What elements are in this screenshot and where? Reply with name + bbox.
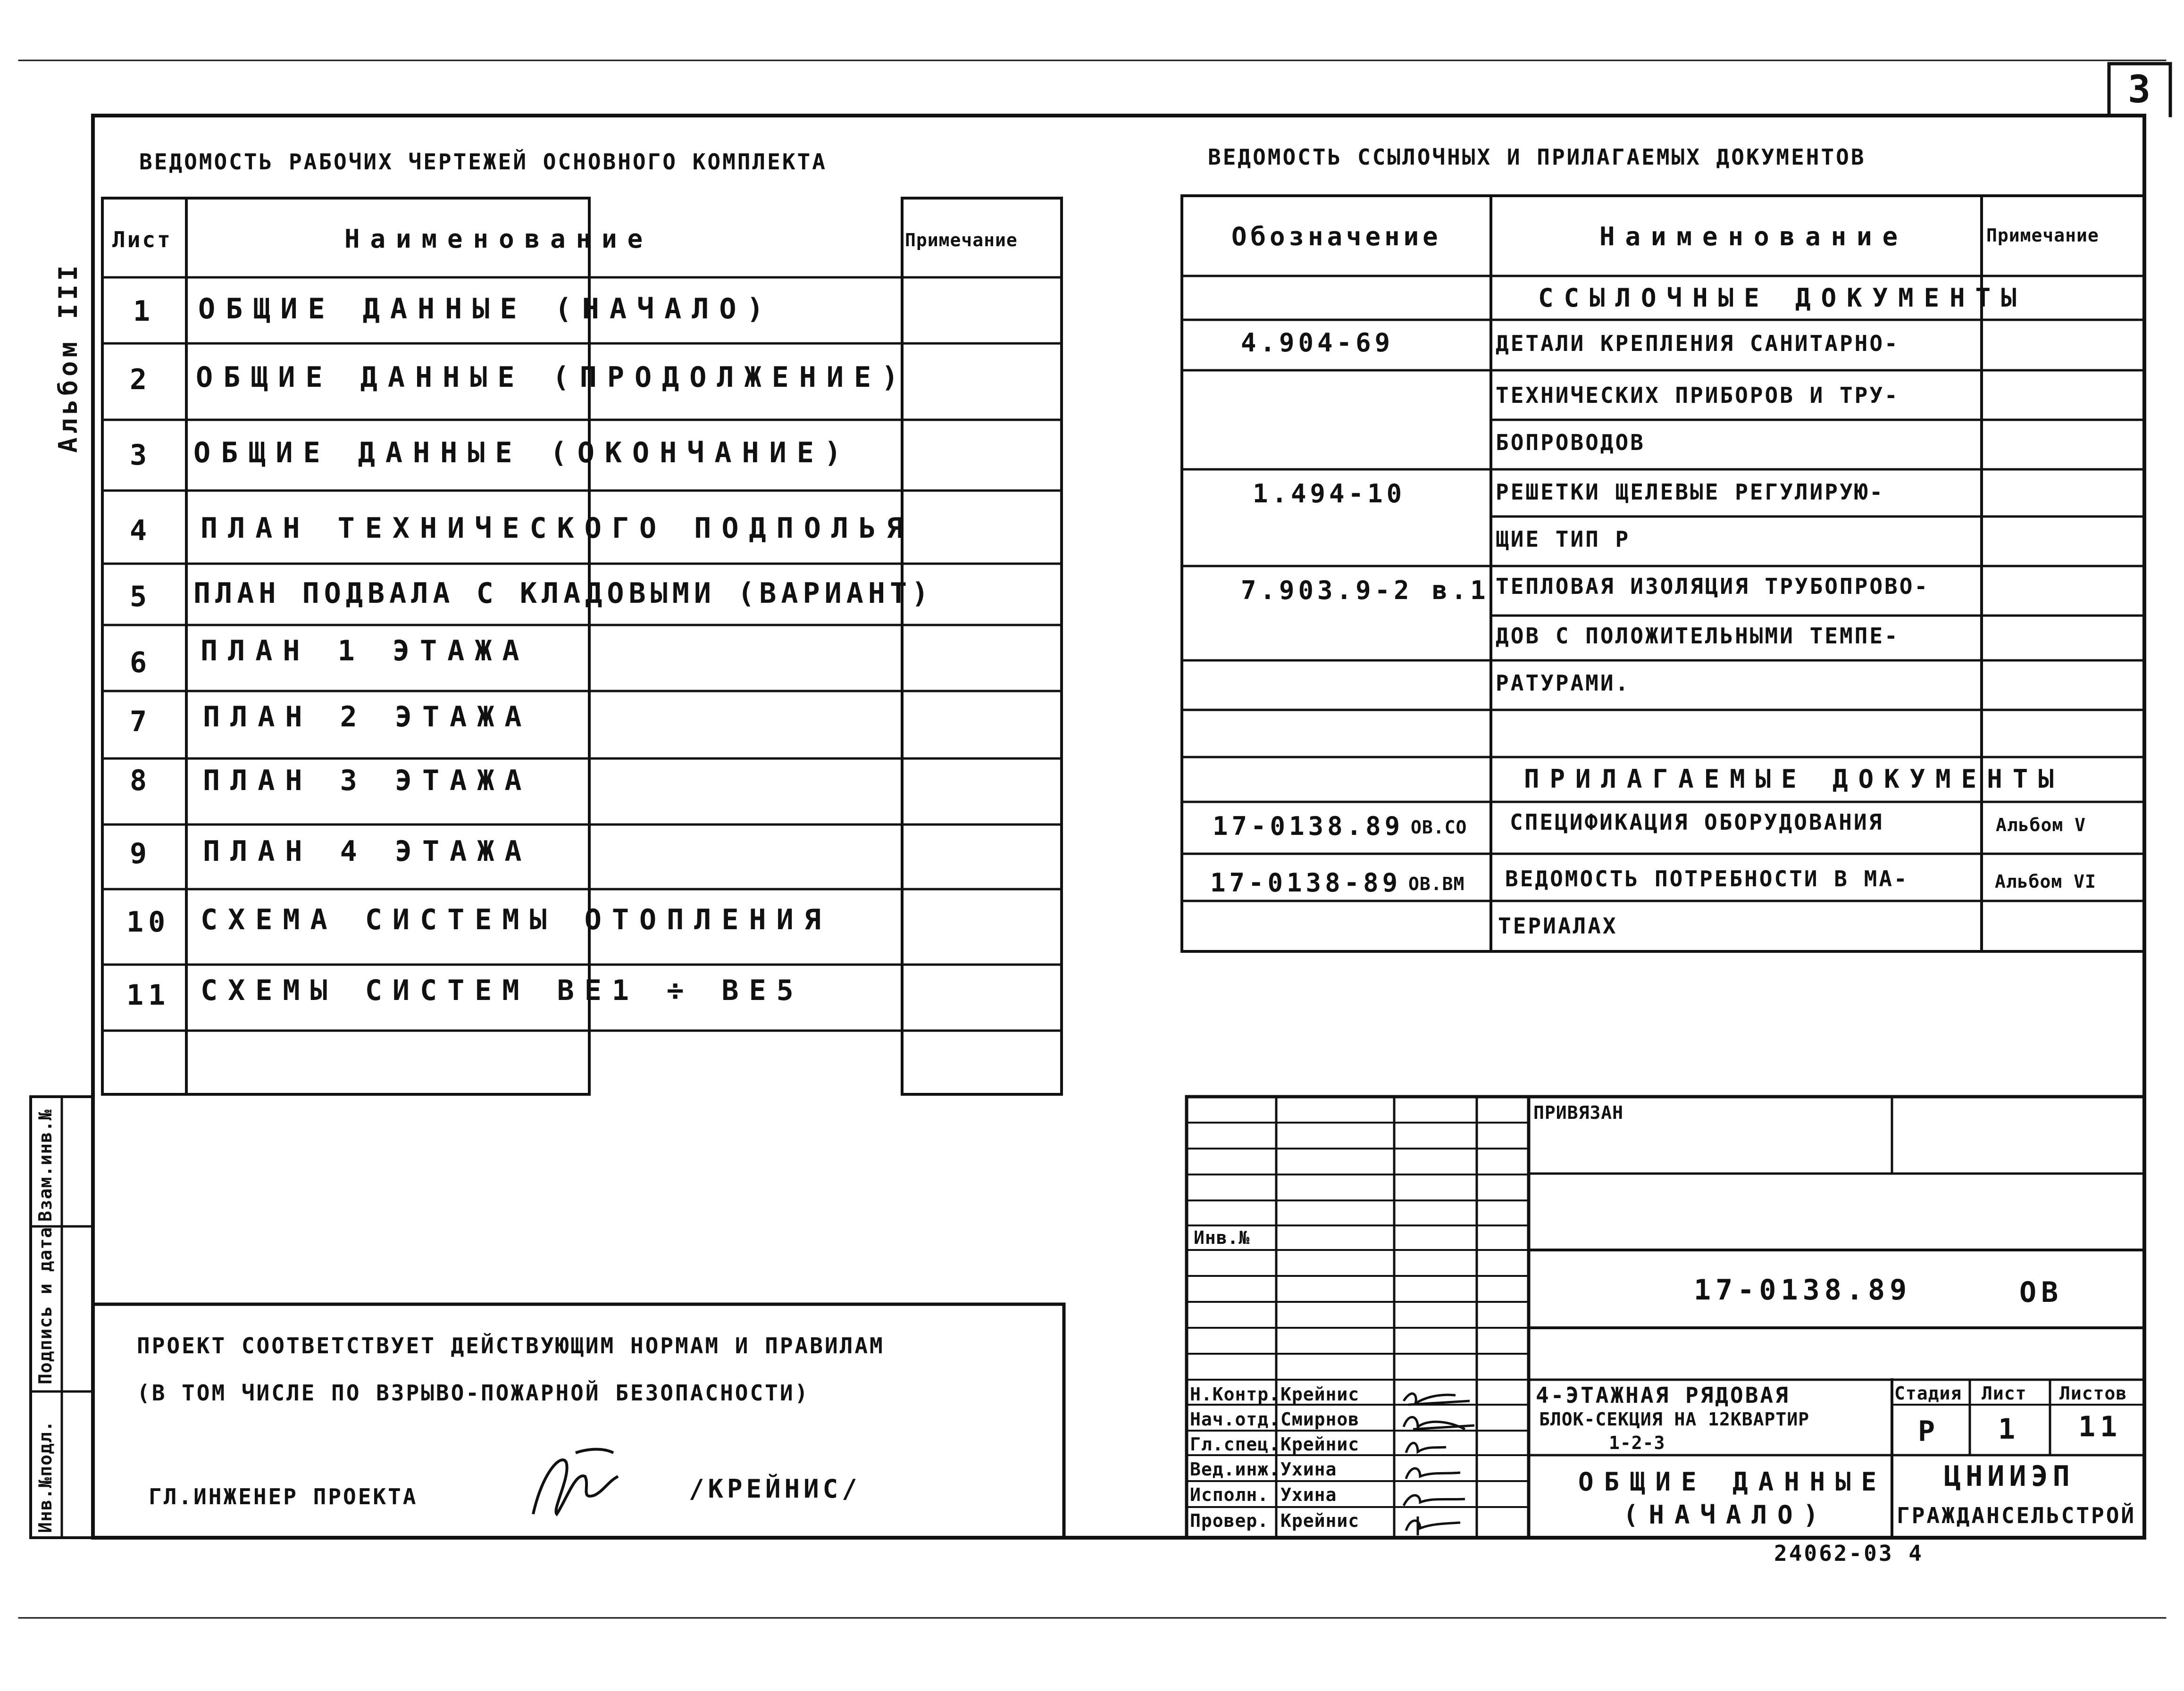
organization-line-1: ЦНИИЭП (1944, 1460, 2075, 1493)
table-row-sheet: 3 (130, 439, 152, 472)
role-label: Вед.инж. (1190, 1459, 1280, 1480)
drawings-header-note: Примечание (905, 230, 1018, 250)
doc-name-line: РАТУРАМИ. (1496, 670, 1631, 696)
table-row-sheet: 11 (126, 979, 170, 1012)
stage-value: Р (1918, 1415, 1940, 1448)
chief-engineer-name: /КРЕЙНИС/ (689, 1474, 861, 1504)
table-row-sheet: 8 (130, 764, 152, 797)
doc-name-line: БОПРОВОДОВ (1496, 430, 1645, 455)
role-name: Крейнис (1280, 1510, 1360, 1531)
drawings-header-sheet: Лист (112, 227, 172, 252)
compliance-line-2: (В ТОМ ЧИСЛЕ ПО ВЗРЫВО-ПОЖАРНОЙ БЕЗОПАСНОСТИ) (137, 1380, 810, 1406)
table-row-name: ПЛАН 1 ЭТАЖА (201, 634, 530, 667)
table-row-name: ОБЩИЕ ДАННЫЕ (ОКОНЧАНИЕ) (193, 436, 852, 469)
doc-code: 4.904-69 (1241, 328, 1394, 358)
table-row-name: СХЕМЫ СИСТЕМ ВЕ1 ÷ ВЕ5 (201, 974, 804, 1007)
sheets-value: 11 (2078, 1410, 2122, 1443)
table-row-name: СХЕМА СИСТЕМЫ ОТОПЛЕНИЯ (201, 903, 831, 936)
document-code: 17-0138.89 (1694, 1274, 1912, 1307)
sheet-value: 1 (1998, 1413, 2020, 1446)
table-row-sheet: 2 (130, 363, 152, 396)
role-label: Исполн. (1190, 1484, 1269, 1505)
page-number: 3 (2128, 67, 2155, 111)
doc-name-line: ВЕДОМОСТЬ ПОТРЕБНОСТИ В МА- (1505, 866, 1909, 891)
doc-note: Альбом VI (1995, 871, 2096, 892)
stamp-original-inv: Инв.№подл. (35, 1420, 56, 1533)
drawings-list-title: ВЕДОМОСТЬ РАБОЧИХ ЧЕРТЕЖЕЙ ОСНОВНОГО КОМПЛЕКТА (139, 149, 827, 175)
stamp-replacing-inv: Взам.инв.№ (35, 1109, 56, 1222)
doc-name-line: ДОВ С ПОЛОЖИТЕЛЬНЫМИ ТЕМПЕ- (1496, 623, 1899, 649)
doc-code: 17-0138.89 (1213, 811, 1404, 841)
doc-name-line: СПЕЦИФИКАЦИЯ ОБОРУДОВАНИЯ (1510, 809, 1884, 835)
table-row-name: ПЛАН ПОДВАЛА С КЛАДОВЫМИ (ВАРИАНТ) (193, 577, 934, 610)
doc-note: Альбом V (1996, 815, 2086, 835)
role-signatures-icon (1399, 1382, 1479, 1535)
doc-name-line: ТЕХНИЧЕСКИХ ПРИБОРОВ И ТРУ- (1496, 383, 1899, 408)
table-row-sheet: 1 (133, 295, 155, 328)
document-mark: ОВ (2019, 1276, 2063, 1309)
doc-name-line: ДЕТАЛИ КРЕПЛЕНИЯ САНИТАРНО- (1496, 331, 1899, 356)
docs-header-note: Примечание (1986, 225, 2099, 246)
doc-code: 7.903.9-2 в.1 (1241, 575, 1489, 605)
doc-name-line: РЕШЕТКИ ЩЕЛЕВЫЕ РЕГУЛИРУЮ- (1496, 479, 1885, 505)
drawings-header-name: Наименование (344, 224, 653, 254)
album-label: Альбом III (53, 261, 83, 453)
organization-line-2: ГРАЖДАНСЕЛЬСТРОЙ (1897, 1503, 2136, 1528)
role-label: Провер. (1190, 1510, 1269, 1531)
table-row-sheet: 6 (130, 646, 152, 679)
docs-header-name: Наименование (1599, 222, 1908, 251)
role-name: Крейнис (1280, 1434, 1360, 1455)
docs-header-code: Обозначение (1231, 222, 1442, 251)
table-row-name: ПЛАН ТЕХНИЧЕСКОГО ПОДПОЛЬЯ (201, 512, 914, 545)
role-label: Гл.спец. (1190, 1434, 1280, 1455)
role-name: Крейнис (1280, 1384, 1360, 1405)
table-row-sheet: 10 (126, 906, 170, 939)
sheets-label: Листов (2059, 1383, 2127, 1404)
doc-name-line: ТЕРИАЛАХ (1498, 913, 1618, 939)
linked-label: ПРИВЯЗАН (1533, 1102, 1624, 1123)
section-attached-docs: ПРИЛАГАЕМЫЕ ДОКУМЕНТЫ (1524, 764, 2064, 794)
table-row-name: ОБЩИЕ ДАННЫЕ (ПРОДОЛЖЕНИЕ) (196, 361, 909, 394)
role-name: Ухина (1280, 1484, 1337, 1505)
table-row-name: ПЛАН 4 ЭТАЖА (203, 835, 532, 868)
building-line-1: 4-ЭТАЖНАЯ РЯДОВАЯ (1536, 1383, 1790, 1408)
docs-list-title: ВЕДОМОСТЬ ССЫЛОЧНЫХ И ПРИЛАГАЕМЫХ ДОКУМЕНТОВ (1208, 144, 1866, 170)
role-name: Смирнов (1280, 1409, 1360, 1430)
inv-no-label: Инв.№ (1194, 1227, 1250, 1248)
sheet-title-2: (НАЧАЛО) (1623, 1500, 1829, 1530)
doc-code: 17-0138-89 (1210, 868, 1402, 898)
table-row-sheet: 7 (130, 705, 152, 738)
doc-code: 1.494-10 (1253, 479, 1406, 508)
table-row-sheet: 4 (130, 514, 152, 547)
archive-number: 24062-03 4 (1774, 1541, 1924, 1566)
doc-name-line: ТЕПЛОВАЯ ИЗОЛЯЦИЯ ТРУБОПРОВО- (1496, 574, 1930, 599)
doc-code-suffix: ОВ.ВМ (1408, 874, 1465, 894)
role-label: Н.Контр. (1190, 1384, 1280, 1405)
table-row-name: ПЛАН 2 ЭТАЖА (203, 700, 532, 733)
role-label: Нач.отд. (1190, 1409, 1280, 1430)
sheet-title-1: ОБЩИЕ ДАННЫЕ (1578, 1467, 1887, 1497)
stage-label: Стадия (1894, 1383, 1962, 1404)
stamp-signature-date: Подпись и дата (35, 1226, 56, 1384)
doc-code-suffix: ОВ.СО (1411, 817, 1467, 838)
building-line-2: БЛОК-СЕКЦИЯ НА 12КВАРТИР (1539, 1409, 1810, 1430)
sheet-label: Лист (1982, 1383, 2027, 1404)
table-row-name: ОБЩИЕ ДАННЫЕ (НАЧАЛО) (198, 292, 774, 325)
table-row-sheet: 5 (130, 580, 152, 613)
compliance-line-1: ПРОЕКТ СООТВЕТСТВУЕТ ДЕЙСТВУЮЩИМ НОРМАМ И ПРАВИЛАМ (137, 1333, 885, 1358)
table-row-name: ПЛАН 3 ЭТАЖА (203, 764, 532, 797)
building-line-3: 1-2-3 (1609, 1433, 1665, 1453)
chief-engineer-label: ГЛ.ИНЖЕНЕР ПРОЕКТА (149, 1484, 418, 1509)
role-name: Ухина (1280, 1459, 1337, 1480)
table-row-sheet: 9 (130, 837, 152, 870)
section-ref-docs: ССЫЛОЧНЫЕ ДОКУМЕНТЫ (1538, 283, 2027, 313)
doc-name-line: ЩИЕ ТИП Р (1496, 526, 1631, 552)
chief-signature-icon (524, 1443, 628, 1528)
